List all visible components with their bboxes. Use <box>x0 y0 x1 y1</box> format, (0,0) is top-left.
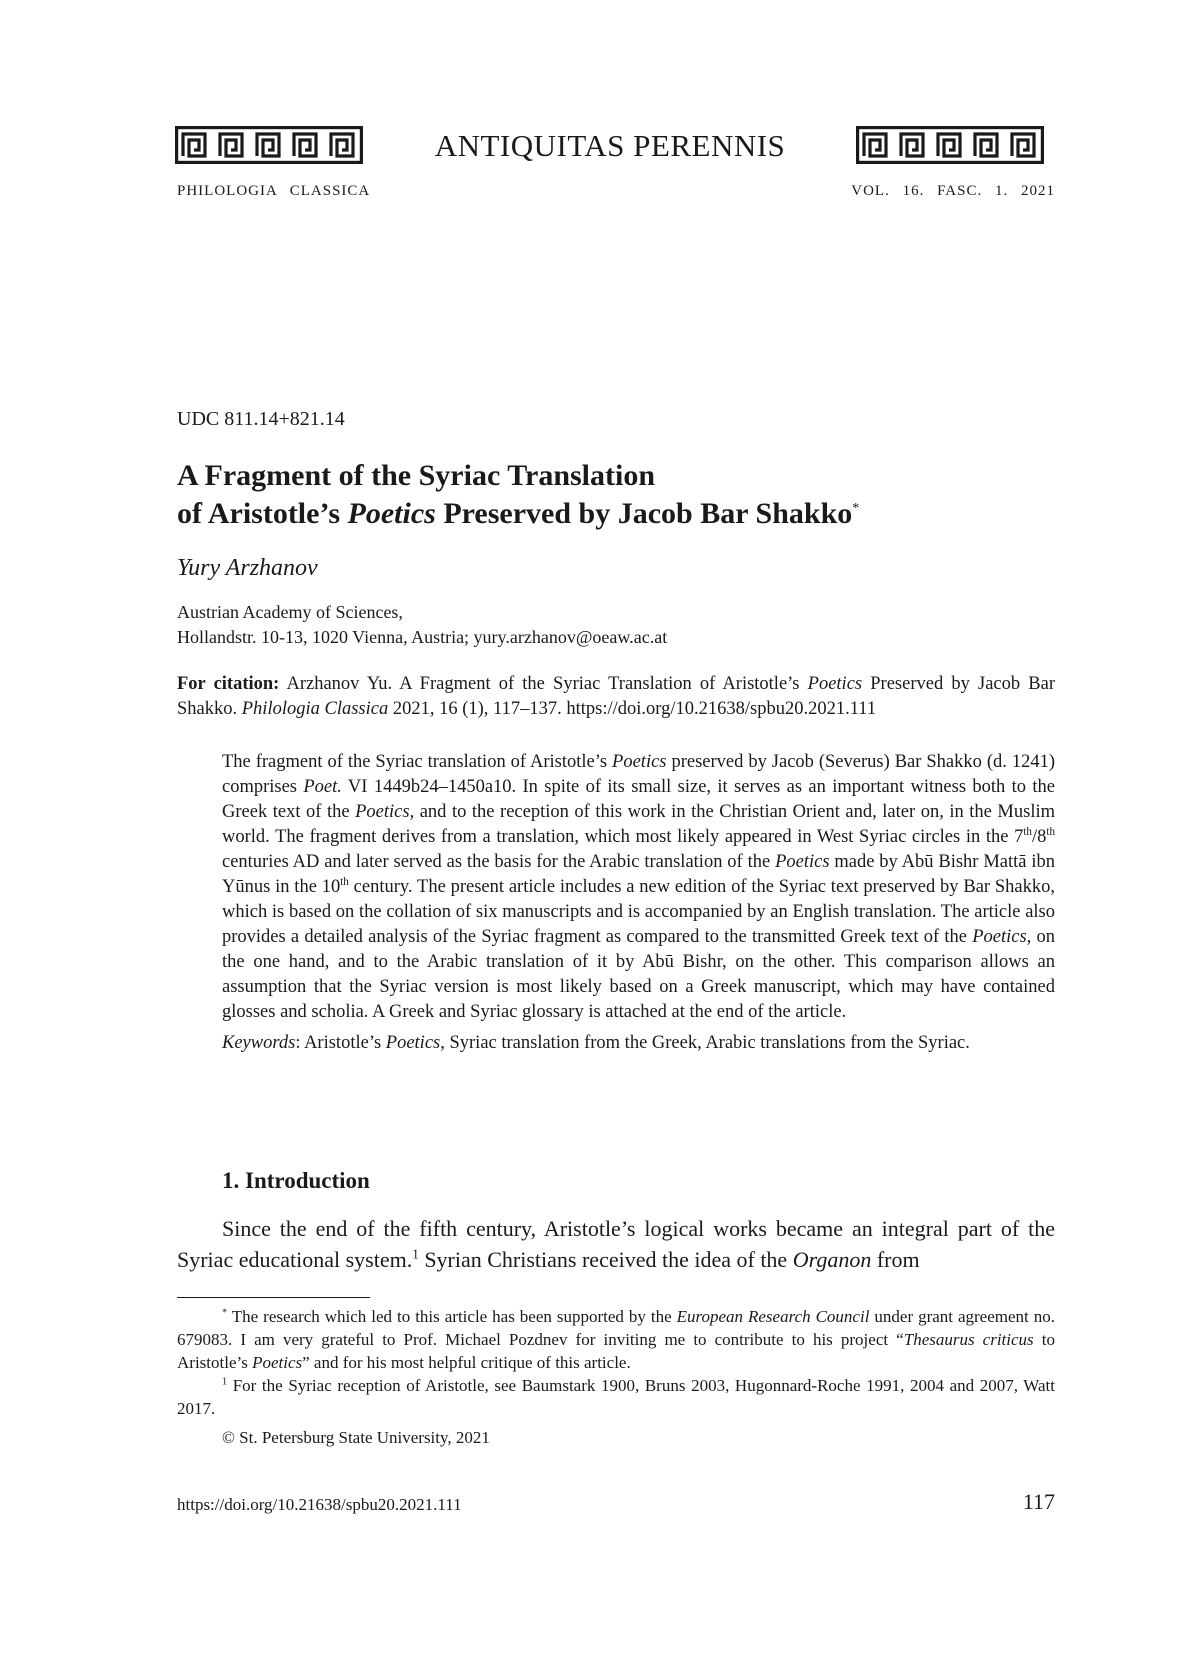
abstract-run: made by Abū Bishr Mattā ibn Yūnus in the 10 <box>222 852 1055 897</box>
footnote-run: under grant agreement no. 679083. I am very grateful to Prof. Michael Pozdnev for inviting me to contribute to his project “ <box>177 1307 1055 1349</box>
citation-doi[interactable]: 2021, 16 (1), 117–137. https://doi.org/10.21638/spbu20.2021.111 <box>388 699 877 719</box>
abstract-italic: Poetics <box>972 927 1027 947</box>
abstract-superscript: th <box>1023 825 1032 838</box>
citation-label: For citation: <box>177 674 280 694</box>
volume-label: VOL. 16. FASC. 1. 2021 <box>851 183 1055 199</box>
footnote-run: For the Syriac reception of Aristotle, see Baumstark 1900, Bruns 2003, Hugonnard-Roche 1991, 2004 and 2007, Watt 2017. <box>177 1376 1055 1418</box>
meander-ornament-left <box>175 126 363 164</box>
affiliation-line-2: Hollandstr. 10-13, 1020 Vienna, Austria; yury.arzhanov@oeaw.ac.at <box>177 627 668 647</box>
abstract-italic: Poetics <box>355 802 410 822</box>
footer-doi-link[interactable]: https://doi.org/10.21638/spbu20.2021.111 <box>177 1495 462 1514</box>
copyright-notice: © St. Petersburg State University, 2021 <box>222 1428 490 1447</box>
footnote-italic: Poetics <box>252 1353 303 1372</box>
footnote-1 <box>177 1374 1055 1420</box>
author-name: Yury Arzhanov <box>177 555 318 581</box>
abstract-text <box>222 750 1055 1025</box>
abstract-run: /8 <box>1031 827 1047 847</box>
footnote-italic: European Research Council <box>676 1307 870 1326</box>
footnote-run: to Aristotle’s <box>177 1330 1055 1372</box>
abstract-run: The fragment of the Syriac translation of Aristotle’s <box>222 752 613 772</box>
page-number: 117 <box>1022 1489 1055 1514</box>
affiliation-line-1: Austrian Academy of Sciences, <box>177 602 403 622</box>
keywords-italic: Poetics <box>385 1033 441 1053</box>
intro-italic: Organon <box>792 1247 872 1272</box>
citation-block <box>177 672 1055 722</box>
intro-run: Since the end of the fifth century, Aristotle’s logical works became an integral part of the Syriac educational system. <box>177 1216 1055 1272</box>
abstract-italic: Poet. <box>303 777 342 797</box>
citation-text: Preserved by Jacob Bar Shakko. <box>177 674 1055 719</box>
keywords <box>222 1031 1055 1056</box>
citation-text: Arzhanov Yu. A Fragment of the Syriac Translation of Aristotle’s <box>279 674 808 694</box>
title-poetics: Poetics <box>347 497 436 530</box>
intro-paragraph <box>177 1213 1055 1275</box>
title-line-2-start: of Aristotle’s <box>177 497 348 530</box>
udc-code: UDC 811.14+821.14 <box>177 408 345 430</box>
abstract-italic: Poetics <box>612 752 667 772</box>
title-line-2-end: Preserved by Jacob Bar Shakko <box>435 497 853 530</box>
abstract-italic: Poetics <box>775 852 830 872</box>
citation-journal: Philologia Classica <box>241 699 389 719</box>
section-heading: 1. Introduction <box>222 1168 370 1193</box>
keywords-label: Keywords <box>222 1033 296 1053</box>
footnote-mark: 1 <box>222 1376 228 1388</box>
keywords-run: , Syriac translation from the Greek, Arabic translations from the Syriac. <box>440 1033 970 1053</box>
citation-italic: Poetics <box>807 674 863 694</box>
title-line-1: A Fragment of the Syriac Translation <box>177 459 656 492</box>
article-title <box>177 457 1057 533</box>
abstract-run: VI 1449b24–1450a10. In spite of its small size, it serves as an important witness both to the Greek text of the <box>222 777 1055 822</box>
footnote-run: ” and for his most helpful critique of this article. <box>302 1353 631 1372</box>
footnotes <box>177 1305 1055 1420</box>
abstract-superscript: th <box>1046 825 1055 838</box>
abstract-superscript: th <box>340 875 349 888</box>
footnote-ref-1[interactable]: 1 <box>412 1246 419 1262</box>
footnote-star <box>177 1305 1055 1374</box>
footnote-italic: Thesaurus criticus <box>903 1330 1034 1349</box>
footnote-mark: * <box>222 1307 228 1319</box>
footnote-run: The research which led to this article has been supported by the <box>227 1307 677 1326</box>
series-label: PHILOLOGIA CLASSICA <box>177 183 371 199</box>
intro-run: Syrian Christians received the idea of the <box>418 1247 793 1272</box>
abstract-run: preserved by Jacob (Severus) Bar Shakko (d. 1241) comprises <box>222 752 1055 797</box>
abstract-block <box>222 750 1055 1056</box>
abstract-run: centuries AD and later served as the basis for the Arabic translation of the <box>222 852 776 872</box>
footnote-separator <box>177 1297 370 1298</box>
title-footnote-mark[interactable]: * <box>852 501 860 516</box>
abstract-run: , on the one hand, and to the Arabic translation of it by Abū Bishr, on the other. This comparison allows an assumption that the Syriac version is most likely based on a Greek manuscript, which may have contained glosses and scholia. A Greek and Syriac glossary is attached at the end of the article. <box>222 927 1056 1022</box>
abstract-run: century. The present article includes a new edition of the Syriac text preserved by Bar Shakko, which is based on the collation of six manuscripts and is accompanied by an English translation. The article also provides a detailed analysis of the Syriac fragment as compared to the transmitted Greek text of the <box>222 877 1055 947</box>
journal-title: ANTIQUITAS PERENNIS <box>434 128 786 163</box>
meander-ornament-right <box>856 126 1044 164</box>
intro-run: from <box>871 1247 920 1272</box>
abstract-run: , and to the reception of this work in the Christian Orient and, later on, in the Muslim world. The fragment derives from a translation, which most likely appeared in West Syriac circles in the 7 <box>222 802 1055 847</box>
keywords-run: : Aristotle’s <box>295 1033 386 1053</box>
author-affiliation <box>177 600 667 650</box>
